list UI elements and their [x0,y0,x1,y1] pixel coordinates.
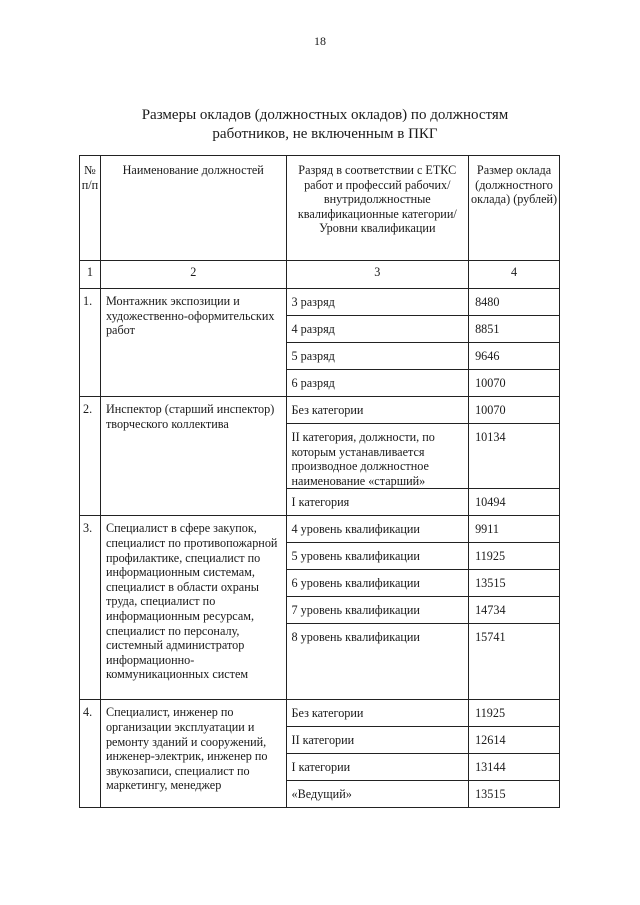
salary-cell: 11925 [469,700,560,727]
salary-cell: 13515 [469,781,560,808]
rank-cell: Без категории [286,397,469,424]
table-row [80,397,560,424]
position-name: Инспектор (старший инспектор) творческого коллектива [100,397,286,516]
table-row [80,700,560,727]
header-salary: Размер оклада (должностного оклада) (рублей) [469,156,560,261]
column-number: 4 [469,261,560,289]
position-name: Специалист в сфере закупок, специалист по противопожарной профилактике, специалист по информационным системам, специалист в области охраны труда, специалист по информационным ресурсам, специалист по персоналу, системный администратор информационно-коммуникационных систем [100,516,286,700]
row-index: 4. [80,700,101,808]
table-row [80,289,560,316]
rank-cell: I категория [286,489,469,516]
rank-cell: Без категории [286,700,469,727]
salary-cell: 13144 [469,754,560,781]
salary-cell: 10070 [469,370,560,397]
rank-cell: «Ведущий» [286,781,469,808]
header-position-name: Наименование должностей [100,156,286,261]
page-number: 18 [314,34,326,48]
rank-cell: II категория, должности, по которым устанавливается производное должностное наименование «старший» [286,424,469,489]
rank-cell: 7 уровень квалификации [286,597,469,624]
header-rank: Разряд в соответствии с ЕТКС работ и профессий рабочих/внутридолжностные квалификационные категории/Уровни квалификации [286,156,469,261]
row-index: 3. [80,516,101,700]
header-row [80,156,560,261]
salary-cell: 10070 [469,397,560,424]
rank-cell: 5 уровень квалификации [286,543,469,570]
salary-cell: 8480 [469,289,560,316]
rank-cell: 6 разряд [286,370,469,397]
salary-cell: 14734 [469,597,560,624]
rank-cell: II категории [286,727,469,754]
salary-cell: 10494 [469,489,560,516]
row-index: 2. [80,397,101,516]
column-number: 1 [80,261,101,289]
rank-cell: 3 разряд [286,289,469,316]
header-number: № п/п [80,156,101,261]
row-index: 1. [80,289,101,397]
rank-cell: 4 разряд [286,316,469,343]
document-title [120,106,530,144]
salary-table [79,155,560,808]
salary-cell: 9911 [469,516,560,543]
salary-cell: 10134 [469,424,560,489]
title-line-1: Размеры окладов (должностных окладов) по должностям [141,107,509,123]
table-row [80,516,560,543]
salary-cell: 13515 [469,570,560,597]
column-number: 2 [100,261,286,289]
salary-cell: 12614 [469,727,560,754]
salary-cell: 9646 [469,343,560,370]
rank-cell: 8 уровень квалификации [286,624,469,700]
column-numbers-row [80,261,560,289]
column-number: 3 [286,261,469,289]
position-name: Специалист, инженер по организации эксплуатации и ремонту зданий и сооружений, инженер-электрик, инженер по звукозаписи, специалист по маркетингу, менеджер [100,700,286,808]
position-name: Монтажник экспозиции и художественно-оформительских работ [100,289,286,397]
salary-cell: 8851 [469,316,560,343]
title-line-2: работников, не включенным в ПКГ [212,126,438,142]
salary-cell: 11925 [469,543,560,570]
rank-cell: 5 разряд [286,343,469,370]
salary-cell: 15741 [469,624,560,700]
rank-cell: 6 уровень квалификации [286,570,469,597]
rank-cell: 4 уровень квалификации [286,516,469,543]
rank-cell: I категории [286,754,469,781]
